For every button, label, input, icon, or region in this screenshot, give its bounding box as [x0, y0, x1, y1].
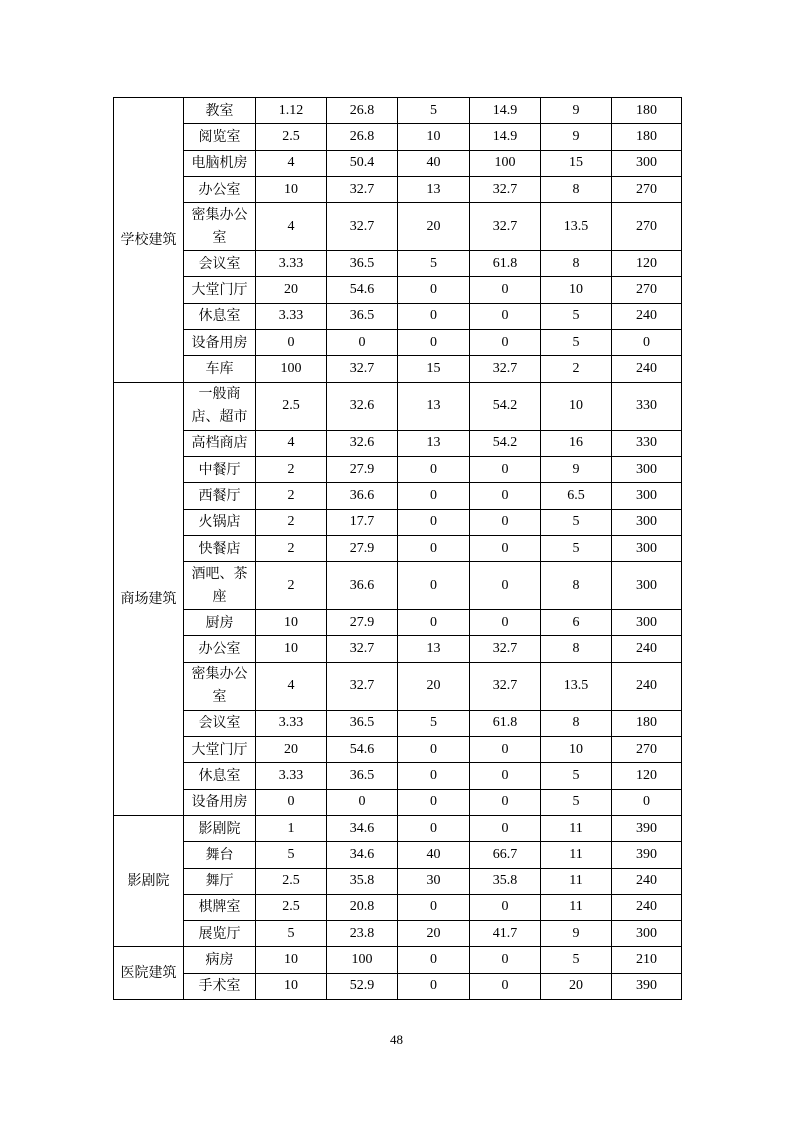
value-cell: 13 — [398, 176, 470, 202]
table-row — [114, 251, 682, 277]
value-cell: 10 — [256, 636, 327, 662]
table-row — [114, 610, 682, 636]
category-cell: 商场建筑 — [114, 382, 184, 815]
value-cell: 240 — [612, 636, 682, 662]
table-row — [114, 562, 682, 610]
room-type-cell: 办公室 — [184, 636, 256, 662]
value-cell: 300 — [612, 535, 682, 561]
value-cell: 120 — [612, 763, 682, 789]
value-cell: 13.5 — [541, 203, 612, 251]
value-cell: 240 — [612, 868, 682, 894]
value-cell: 32.7 — [470, 203, 541, 251]
value-cell: 17.7 — [327, 509, 398, 535]
value-cell: 330 — [612, 430, 682, 456]
value-cell: 300 — [612, 150, 682, 176]
value-cell: 36.5 — [327, 710, 398, 736]
table-row — [114, 868, 682, 894]
table-row — [114, 921, 682, 947]
value-cell: 10 — [256, 947, 327, 973]
value-cell: 13.5 — [541, 662, 612, 710]
value-cell: 0 — [327, 330, 398, 356]
value-cell: 20 — [398, 203, 470, 251]
value-cell: 240 — [612, 303, 682, 329]
table-row — [114, 456, 682, 482]
value-cell: 54.6 — [327, 277, 398, 303]
value-cell: 100 — [256, 356, 327, 382]
room-type-cell: 休息室 — [184, 763, 256, 789]
value-cell: 27.9 — [327, 535, 398, 561]
value-cell: 32.7 — [470, 356, 541, 382]
value-cell: 0 — [470, 737, 541, 763]
value-cell: 120 — [612, 251, 682, 277]
value-cell: 36.5 — [327, 251, 398, 277]
value-cell: 2.5 — [256, 894, 327, 920]
room-type-cell: 车库 — [184, 356, 256, 382]
table-row — [114, 150, 682, 176]
category-cell: 学校建筑 — [114, 98, 184, 383]
value-cell: 11 — [541, 815, 612, 841]
value-cell: 0 — [398, 330, 470, 356]
value-cell: 13 — [398, 430, 470, 456]
value-cell: 20 — [541, 973, 612, 999]
value-cell: 35.8 — [327, 868, 398, 894]
value-cell: 16 — [541, 430, 612, 456]
value-cell: 41.7 — [470, 921, 541, 947]
value-cell: 20 — [398, 662, 470, 710]
value-cell: 54.2 — [470, 430, 541, 456]
value-cell: 2 — [256, 456, 327, 482]
room-type-cell: 休息室 — [184, 303, 256, 329]
value-cell: 0 — [398, 456, 470, 482]
value-cell: 0 — [327, 789, 398, 815]
value-cell: 0 — [398, 303, 470, 329]
room-type-cell: 电脑机房 — [184, 150, 256, 176]
page-number: 48 — [390, 1032, 403, 1047]
value-cell: 8 — [541, 710, 612, 736]
value-cell: 6 — [541, 610, 612, 636]
table-row — [114, 662, 682, 710]
value-cell: 0 — [256, 330, 327, 356]
value-cell: 26.8 — [327, 124, 398, 150]
table-row — [114, 973, 682, 999]
value-cell: 5 — [541, 330, 612, 356]
table-row — [114, 277, 682, 303]
value-cell: 0 — [398, 610, 470, 636]
value-cell: 32.6 — [327, 382, 398, 430]
room-type-cell: 火锅店 — [184, 509, 256, 535]
room-type-cell: 设备用房 — [184, 789, 256, 815]
value-cell: 35.8 — [470, 868, 541, 894]
value-cell: 40 — [398, 150, 470, 176]
value-cell: 0 — [470, 894, 541, 920]
value-cell: 0 — [398, 509, 470, 535]
room-type-cell: 影剧院 — [184, 815, 256, 841]
value-cell: 50.4 — [327, 150, 398, 176]
room-type-cell: 会议室 — [184, 251, 256, 277]
value-cell: 10 — [541, 382, 612, 430]
table-row — [114, 535, 682, 561]
value-cell: 4 — [256, 150, 327, 176]
value-cell: 4 — [256, 203, 327, 251]
value-cell: 61.8 — [470, 251, 541, 277]
room-type-cell: 西餐厅 — [184, 483, 256, 509]
value-cell: 330 — [612, 382, 682, 430]
room-type-cell: 办公室 — [184, 176, 256, 202]
value-cell: 20 — [256, 737, 327, 763]
value-cell: 10 — [541, 277, 612, 303]
value-cell: 0 — [470, 947, 541, 973]
value-cell: 0 — [398, 562, 470, 610]
value-cell: 100 — [327, 947, 398, 973]
value-cell: 36.5 — [327, 303, 398, 329]
value-cell: 10 — [256, 610, 327, 636]
table-row — [114, 842, 682, 868]
value-cell: 15 — [541, 150, 612, 176]
table-row — [114, 763, 682, 789]
room-type-cell: 密集办公 室 — [184, 662, 256, 710]
value-cell: 0 — [398, 535, 470, 561]
value-cell: 300 — [612, 610, 682, 636]
value-cell: 180 — [612, 710, 682, 736]
value-cell: 20 — [398, 921, 470, 947]
value-cell: 0 — [470, 303, 541, 329]
value-cell: 6.5 — [541, 483, 612, 509]
value-cell: 32.6 — [327, 430, 398, 456]
value-cell: 300 — [612, 509, 682, 535]
value-cell: 9 — [541, 456, 612, 482]
value-cell: 32.7 — [470, 662, 541, 710]
table-row — [114, 710, 682, 736]
value-cell: 5 — [398, 98, 470, 124]
room-type-cell: 厨房 — [184, 610, 256, 636]
value-cell: 9 — [541, 921, 612, 947]
value-cell: 0 — [470, 562, 541, 610]
table-row — [114, 430, 682, 456]
value-cell: 9 — [541, 98, 612, 124]
value-cell: 0 — [612, 330, 682, 356]
value-cell: 2.5 — [256, 382, 327, 430]
value-cell: 5 — [541, 303, 612, 329]
value-cell: 27.9 — [327, 456, 398, 482]
value-cell: 2.5 — [256, 124, 327, 150]
value-cell: 5 — [256, 842, 327, 868]
data-table — [113, 97, 682, 1000]
value-cell: 5 — [541, 789, 612, 815]
value-cell: 270 — [612, 176, 682, 202]
value-cell: 13 — [398, 382, 470, 430]
value-cell: 32.7 — [327, 203, 398, 251]
value-cell: 240 — [612, 662, 682, 710]
value-cell: 0 — [398, 789, 470, 815]
room-type-cell: 舞厅 — [184, 868, 256, 894]
value-cell: 0 — [470, 483, 541, 509]
value-cell: 4 — [256, 430, 327, 456]
value-cell: 11 — [541, 842, 612, 868]
value-cell: 32.7 — [470, 636, 541, 662]
table-row — [114, 176, 682, 202]
value-cell: 210 — [612, 947, 682, 973]
room-type-cell: 会议室 — [184, 710, 256, 736]
value-cell: 54.6 — [327, 737, 398, 763]
value-cell: 1.12 — [256, 98, 327, 124]
value-cell: 0 — [470, 973, 541, 999]
value-cell: 3.33 — [256, 251, 327, 277]
value-cell: 0 — [398, 737, 470, 763]
value-cell: 32.7 — [327, 356, 398, 382]
value-cell: 36.6 — [327, 483, 398, 509]
room-type-cell: 酒吧、茶 座 — [184, 562, 256, 610]
value-cell: 11 — [541, 894, 612, 920]
value-cell: 10 — [256, 176, 327, 202]
value-cell: 3.33 — [256, 710, 327, 736]
value-cell: 66.7 — [470, 842, 541, 868]
value-cell: 27.9 — [327, 610, 398, 636]
value-cell: 10 — [398, 124, 470, 150]
value-cell: 270 — [612, 203, 682, 251]
value-cell: 0 — [470, 330, 541, 356]
value-cell: 9 — [541, 124, 612, 150]
value-cell: 0 — [470, 456, 541, 482]
value-cell: 0 — [470, 815, 541, 841]
table-row — [114, 737, 682, 763]
value-cell: 10 — [541, 737, 612, 763]
room-type-cell: 高档商店 — [184, 430, 256, 456]
value-cell: 32.7 — [327, 636, 398, 662]
value-cell: 390 — [612, 842, 682, 868]
value-cell: 4 — [256, 662, 327, 710]
value-cell: 5 — [398, 710, 470, 736]
value-cell: 14.9 — [470, 124, 541, 150]
value-cell: 5 — [541, 947, 612, 973]
value-cell: 32.7 — [470, 176, 541, 202]
value-cell: 390 — [612, 973, 682, 999]
value-cell: 1 — [256, 815, 327, 841]
value-cell: 2 — [256, 483, 327, 509]
value-cell: 0 — [398, 763, 470, 789]
value-cell: 61.8 — [470, 710, 541, 736]
value-cell: 5 — [398, 251, 470, 277]
table-row — [114, 509, 682, 535]
value-cell: 34.6 — [327, 815, 398, 841]
value-cell: 100 — [470, 150, 541, 176]
table-row — [114, 203, 682, 251]
value-cell: 3.33 — [256, 763, 327, 789]
room-type-cell: 手术室 — [184, 973, 256, 999]
table-row — [114, 356, 682, 382]
value-cell: 0 — [470, 535, 541, 561]
value-cell: 54.2 — [470, 382, 541, 430]
table-row — [114, 382, 682, 430]
value-cell: 0 — [612, 789, 682, 815]
value-cell: 2 — [256, 535, 327, 561]
table-row — [114, 947, 682, 973]
table-row — [114, 636, 682, 662]
value-cell: 300 — [612, 921, 682, 947]
table-row — [114, 483, 682, 509]
room-type-cell: 设备用房 — [184, 330, 256, 356]
value-cell: 300 — [612, 483, 682, 509]
value-cell: 8 — [541, 251, 612, 277]
value-cell: 20 — [256, 277, 327, 303]
value-cell: 30 — [398, 868, 470, 894]
value-cell: 0 — [398, 973, 470, 999]
table-row — [114, 330, 682, 356]
room-type-cell: 大堂门厅 — [184, 737, 256, 763]
table-row — [114, 815, 682, 841]
value-cell: 20.8 — [327, 894, 398, 920]
value-cell: 40 — [398, 842, 470, 868]
value-cell: 0 — [398, 947, 470, 973]
value-cell: 0 — [470, 277, 541, 303]
value-cell: 52.9 — [327, 973, 398, 999]
value-cell: 270 — [612, 737, 682, 763]
value-cell: 36.6 — [327, 562, 398, 610]
value-cell: 0 — [398, 483, 470, 509]
room-type-cell: 教室 — [184, 98, 256, 124]
room-type-cell: 病房 — [184, 947, 256, 973]
value-cell: 8 — [541, 562, 612, 610]
value-cell: 8 — [541, 176, 612, 202]
value-cell: 0 — [398, 277, 470, 303]
room-type-cell: 一般商 店、超市 — [184, 382, 256, 430]
value-cell: 0 — [256, 789, 327, 815]
table-row — [114, 894, 682, 920]
value-cell: 0 — [470, 763, 541, 789]
value-cell: 180 — [612, 98, 682, 124]
value-cell: 2 — [256, 509, 327, 535]
value-cell: 0 — [470, 789, 541, 815]
value-cell: 240 — [612, 894, 682, 920]
value-cell: 0 — [470, 509, 541, 535]
value-cell: 5 — [256, 921, 327, 947]
value-cell: 2 — [256, 562, 327, 610]
value-cell: 5 — [541, 535, 612, 561]
value-cell: 15 — [398, 356, 470, 382]
value-cell: 300 — [612, 456, 682, 482]
table-row — [114, 303, 682, 329]
value-cell: 5 — [541, 509, 612, 535]
value-cell: 34.6 — [327, 842, 398, 868]
value-cell: 13 — [398, 636, 470, 662]
room-type-cell: 中餐厅 — [184, 456, 256, 482]
value-cell: 180 — [612, 124, 682, 150]
table-row — [114, 98, 682, 124]
value-cell: 270 — [612, 277, 682, 303]
value-cell: 2.5 — [256, 868, 327, 894]
value-cell: 0 — [398, 894, 470, 920]
table-row — [114, 789, 682, 815]
value-cell: 2 — [541, 356, 612, 382]
room-type-cell: 棋牌室 — [184, 894, 256, 920]
value-cell: 36.5 — [327, 763, 398, 789]
value-cell: 23.8 — [327, 921, 398, 947]
category-cell: 影剧院 — [114, 815, 184, 946]
room-type-cell: 快餐店 — [184, 535, 256, 561]
room-type-cell: 展览厅 — [184, 921, 256, 947]
table-row — [114, 124, 682, 150]
value-cell: 32.7 — [327, 662, 398, 710]
category-cell: 医院建筑 — [114, 947, 184, 1000]
value-cell: 0 — [470, 610, 541, 636]
value-cell: 11 — [541, 868, 612, 894]
room-type-cell: 阅览室 — [184, 124, 256, 150]
value-cell: 240 — [612, 356, 682, 382]
value-cell: 10 — [256, 973, 327, 999]
value-cell: 5 — [541, 763, 612, 789]
room-type-cell: 大堂门厅 — [184, 277, 256, 303]
value-cell: 26.8 — [327, 98, 398, 124]
room-type-cell: 舞台 — [184, 842, 256, 868]
value-cell: 390 — [612, 815, 682, 841]
value-cell: 8 — [541, 636, 612, 662]
value-cell: 14.9 — [470, 98, 541, 124]
value-cell: 300 — [612, 562, 682, 610]
value-cell: 0 — [398, 815, 470, 841]
room-type-cell: 密集办公 室 — [184, 203, 256, 251]
value-cell: 3.33 — [256, 303, 327, 329]
value-cell: 32.7 — [327, 176, 398, 202]
